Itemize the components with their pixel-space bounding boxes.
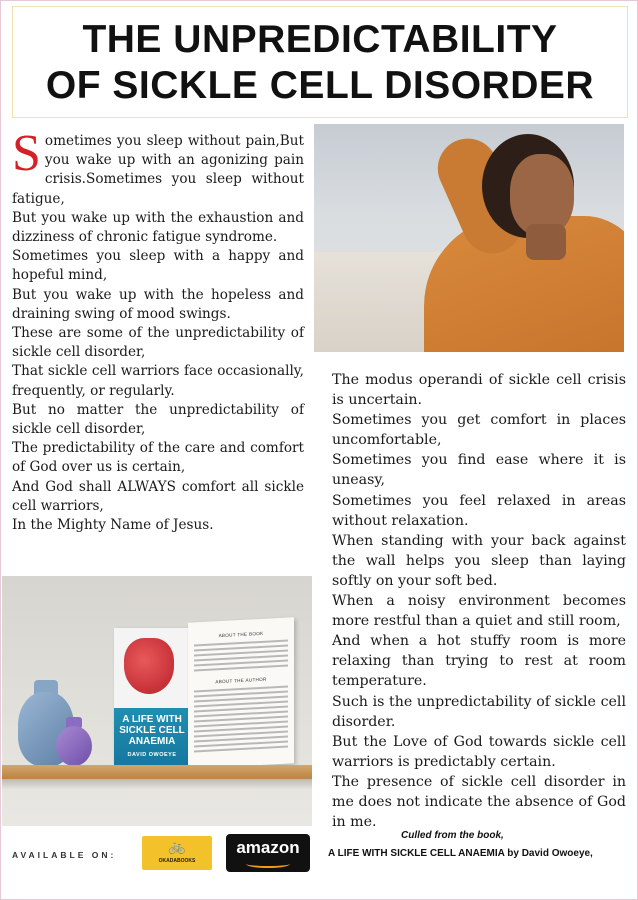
poem-line: But you wake up with the exhaustion and dizziness of chronic fatigue syndrome. (12, 209, 304, 246)
poem-line: When a noisy environment becomes more restful than a quiet and still room, (332, 593, 626, 630)
title-line-2: OF SICKLE CELL DISORDER (45, 64, 595, 107)
heart-illustration (124, 638, 174, 694)
title-line-1: THE UNPREDICTABILITY (82, 18, 558, 61)
right-poem (332, 370, 626, 832)
okadabooks-label: OKADABOOKS (158, 858, 196, 864)
open-book-pages (188, 617, 294, 769)
poem-line: The modus operandi of sickle cell crisis is uncertain. (332, 372, 626, 409)
poem-line: But you wake up with the hopeless and draining swing of mood swings. (12, 286, 304, 322)
available-on-label: AVAILABLE ON: (12, 850, 117, 860)
poem-line: Sometimes you get comfort in places uncomfortable, (332, 412, 626, 449)
poem-line: But the Love of God towards sickle cell warriors is predictably certain. (332, 733, 626, 770)
caption-source: Culled from the book, (401, 830, 504, 841)
amazon-button[interactable] (226, 834, 310, 872)
poem-line: Such is the unpredictability of sickle cell disorder. (332, 693, 626, 730)
poem-line: And when a hot stuffy room is more relaxing than trying to rest at room temperature. (332, 633, 626, 690)
book-cover (114, 628, 190, 766)
book-cover-title: A LIFE WITH SICKLE CELL ANAEMIA (119, 714, 185, 747)
wooden-shelf (2, 765, 312, 779)
poem-line: Sometimes you feel relaxed in areas without relaxation. (332, 492, 626, 529)
poem-line: These are some of the unpredictability of sickle cell disorder, (12, 325, 304, 361)
poem-line: When standing with your back against the wall helps you sleep than laying softly on your soft bed. (332, 532, 626, 589)
book-advert (2, 576, 312, 882)
caption-book: A LIFE WITH SICKLE CELL ANAEMIA by David Owoeye, (328, 848, 593, 859)
store-strip (2, 826, 312, 882)
poem-line: Sometimes you find ease where it is uneasy, (332, 452, 626, 489)
neck (526, 224, 566, 260)
poem-line: The predictability of the care and comfort of God over us is certain, (12, 440, 304, 476)
okadabooks-button[interactable] (142, 836, 212, 870)
text-line (194, 665, 288, 671)
text-line (194, 746, 288, 752)
page-heading: ABOUT THE AUTHOR (215, 676, 267, 685)
shelf-shadow (2, 779, 312, 789)
page-heading: ABOUT THE BOOK (218, 630, 264, 639)
poem-line: Sometimes you sleep with a happy and hopeful mind, (12, 248, 304, 284)
amazon-smile-icon (246, 860, 290, 868)
poem-line: But no matter the unpredictability of sickle cell disorder, (12, 401, 304, 438)
poem-line: That sickle cell warriors face occasionally, frequently, or regularly. (12, 363, 304, 399)
bicycle-icon: 🚲 (168, 839, 186, 855)
amazon-label: amazon (236, 838, 300, 857)
purple-vase (56, 726, 92, 766)
left-poem (12, 125, 304, 535)
poem-line: And God shall ALWAYS comfort all sickle cell warriors, (12, 478, 304, 514)
dropcap-letter: S (12, 125, 41, 182)
poem-line: The presence of sickle cell disorder in me does not indicate the absence of God in me. (332, 773, 626, 831)
relaxing-woman-photo (314, 124, 624, 352)
title-banner (12, 6, 628, 118)
poem-line: ometimes you sleep without pain,But you wake up with an agonizing pain crisis.Sometimes you sleep without fatigue, (12, 133, 304, 207)
poem-line: In the Mighty Name of Jesus. (12, 517, 214, 534)
book-cover-author: DAVID OWOEYE (127, 752, 177, 758)
